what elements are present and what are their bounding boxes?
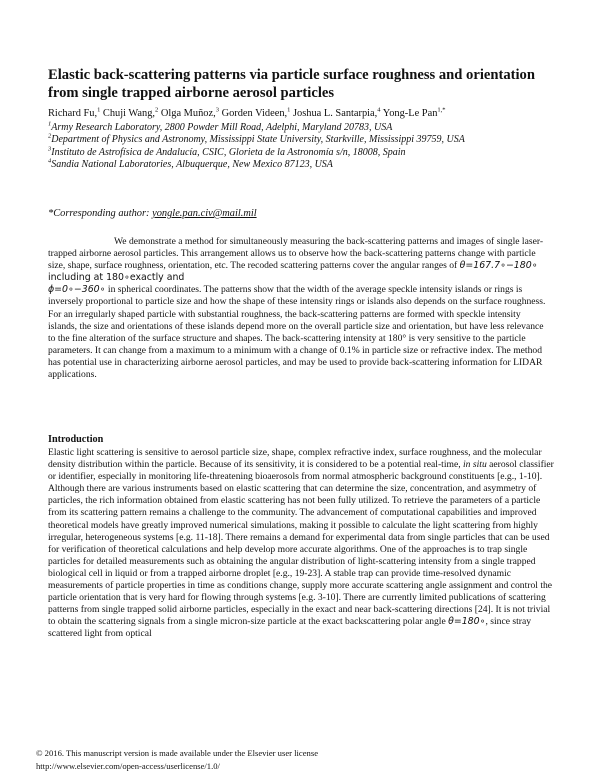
author-affiliation-marker: 3	[215, 106, 219, 114]
affiliation-number: 3	[48, 145, 52, 153]
affiliation-text: Department of Physics and Astronomy, Mississippi State University, Starkville, Mississippi 39759, USA	[51, 134, 465, 146]
affiliation-item	[48, 134, 548, 146]
author-name: Chuji Wang,	[102, 108, 156, 119]
author-affiliation-marker: 1	[97, 106, 101, 114]
intro-text-3: , since stray scattered light from optical	[48, 616, 532, 640]
author-name: Richard Fu,	[48, 108, 98, 119]
author-name: Yong-Le Pan	[382, 108, 438, 119]
author-affiliation-marker: 1,*	[437, 106, 446, 114]
corresponding-email-link[interactable]: yongle.pan.civ@mail.mil	[152, 208, 257, 219]
abstract	[48, 236, 552, 381]
corresponding-author	[48, 208, 257, 219]
intro-text-2: aerosol classifier or identifier, especially in monitoring life-threatening bioaerosols from normal atmospheric background constituents [e.g., 1-10]. Although there are various instruments based on elastic scattering that can determine the size, concentration, and asymmetry of particles, the rich information obtained from elastic scattering has not been fully utilized. To retrieve the parameters of a particle from its scattering pattern remains a challenge to the community. The advancement of computational capabilities and improved theoretical models have greatly improved numerical simulations, making it possible to calculate the light scattering from highly irregular, heterogeneous systems [e.g. 11-18]. There remains a demand for experimental data from single particles that can be used for verification of theoretical calculations and help develop more accurate algorithms. One of the approaches is to trap single particles for detailed measurements such as obtaining the angular distribution of light-scattering intensity from a single trapped biological cell in liquid or from a trapped airborne droplet [e.g., 19-23]. A stable trap can provide time-resolved dynamic measurements of particle properties in time as conditions change, supply more accurate scattering angle assignment and control the particle orientation that is very hard for flowing through systems [e.g. 3-10]. There are currently limited publications of scattering patterns from single trapped solid airborne particles, especially in the exact and near back-scattering directions [24]. It is not trivial to obtain the scattering signals from a single micron-size particle at the exact backscattering polar angle	[48, 459, 554, 628]
author-affiliation-marker: 2	[155, 106, 159, 114]
affiliation-number: 1	[48, 120, 52, 128]
author-affiliation-marker: 4	[377, 106, 381, 114]
abstract-text-1: We demonstrate a method for simultaneously measuring the back-scattering patterns and images of single laser-trapped airborne aerosol particles. This arrangement allows us to observe how the back-scattering patterns change with particle size, shape, surface roughness, orientation, etc. The recoded scattering patterns cover the angular ranges of	[48, 236, 544, 272]
affiliation-item	[48, 159, 548, 171]
affiliation-list	[48, 122, 548, 172]
introduction-paragraph	[48, 447, 554, 641]
affiliation-text: Army Research Laboratory, 2800 Powder Mill Road, Adelphi, Maryland 20783, USA	[51, 122, 393, 133]
affiliation-text: Instituto de Astrofísica de Andalucía, CSIC, Glorieta de la Astronomía s/n, 18008, Spain	[51, 146, 406, 158]
intro-theta-180: θ=180∘	[448, 616, 486, 628]
author-name: Olga Muñoz,	[160, 108, 216, 119]
abstract-phi-range: ϕ=0∘−360∘	[48, 284, 106, 296]
corresponding-label: *Corresponding author:	[48, 208, 153, 219]
affiliation-text: Sandia National Laboratories, Albuquerque, New Mexico 87123, USA	[51, 159, 333, 171]
license-statement: © 2016. This manuscript version is made available under the Elsevier user license	[36, 748, 319, 758]
affiliation-item	[48, 147, 548, 159]
affiliation-number: 4	[48, 157, 52, 165]
author-name: Joshua L. Santarpia,	[293, 108, 378, 119]
intro-text-1: Elastic light scattering is sensitive to aerosol particle size, shape, complex refractive index, surface roughness, and the molecular density distribution within the particle. Because of its sensitivity, it is considered to be a potential real-time,	[48, 447, 542, 471]
author-name: Gorden Videen,	[221, 108, 288, 119]
abstract-theta-range: θ=167.7∘−180∘	[459, 260, 538, 272]
author-list	[48, 108, 568, 120]
abstract-text-3: in spherical coordinates. The patterns show that the width of the average speckle intensity islands or rings is inversely proportional to particle size and how the shape of these intensity rings or islands also depends on the surface roughness. For an irregularly shaped particle with substantial roughness, the back-scattering patterns are formed with speckle intensity islands, the size and orientations of these islands depend more on the overall particle size and orientation, but have less relevance to the fine alteration of the surface structure and shapes. The back-scattering intensity at 180° is very sensitive to the particle parameters. It can change from a maximum to a minimum with a change of 0.1% in particle size or refractive index. The method has potential use in characterizing airborne aerosol particles, and may be used to provide back-scattering information for LIDAR applications.	[48, 284, 546, 381]
affiliation-item	[48, 122, 548, 134]
introduction-heading: Introduction	[48, 434, 104, 445]
paper-title: Elastic back-scattering patterns via particle surface roughness and orientation from single trapped airborne aerosol particles	[48, 67, 535, 101]
affiliation-number: 2	[48, 133, 52, 141]
intro-insitu: in situ	[463, 459, 487, 471]
license-footer	[36, 747, 318, 772]
license-url[interactable]: http://www.elsevier.com/open-access/userlicense/1.0/	[36, 760, 220, 771]
author-affiliation-marker: 1	[287, 106, 291, 114]
abstract-text-2: including at 180∘exactly and	[48, 272, 185, 284]
